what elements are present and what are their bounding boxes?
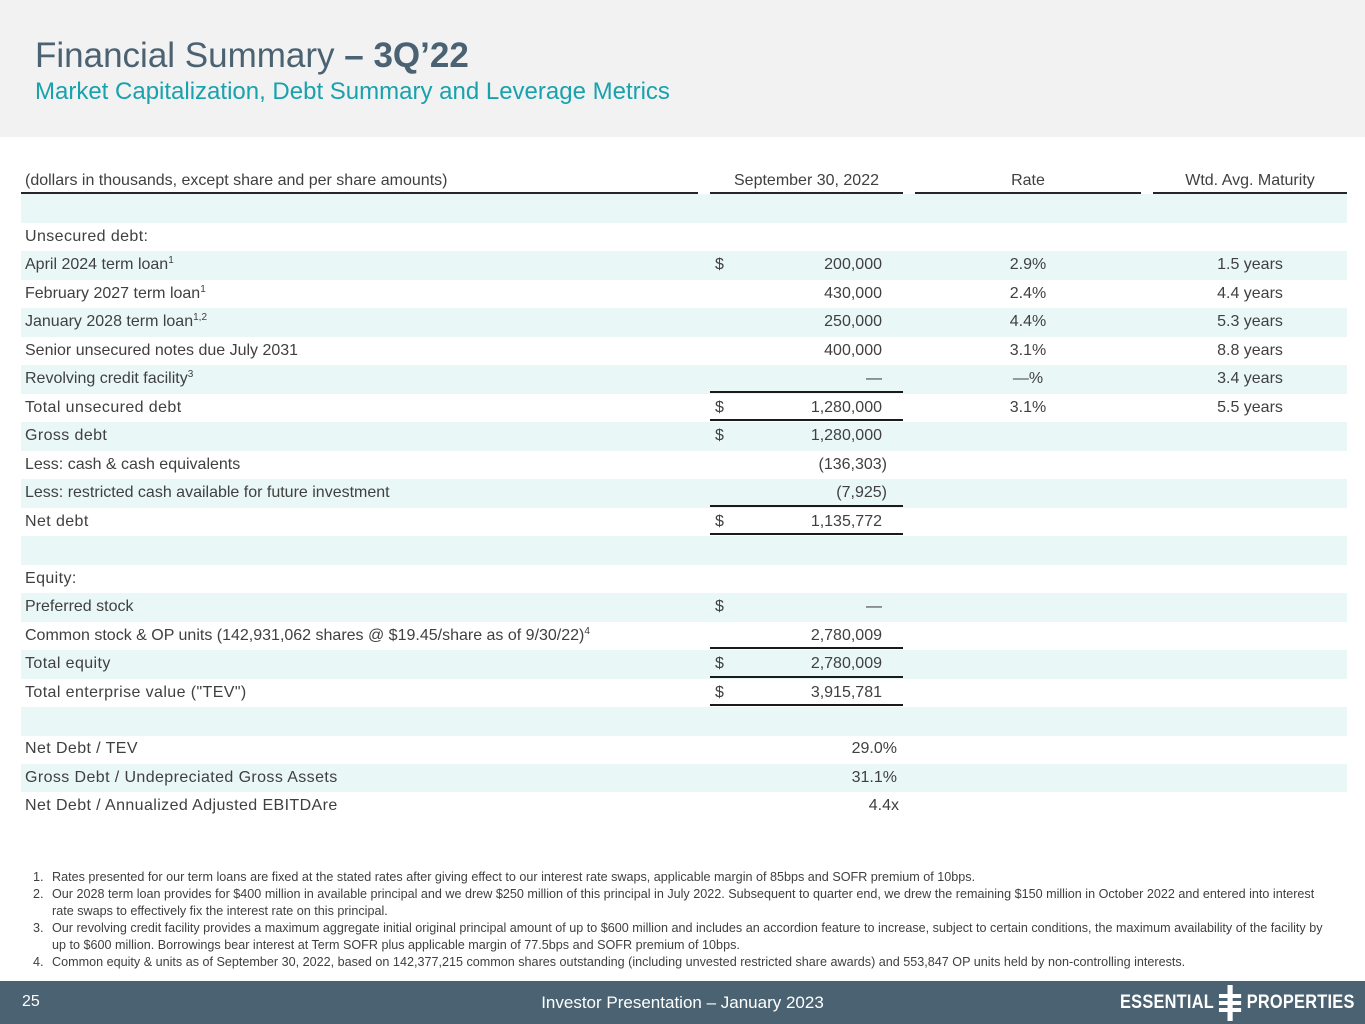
rate-value: —% (1012, 370, 1044, 387)
row-label: Total enterprise value ("TEV") (25, 683, 247, 701)
maturity-value: 5.3 years (1217, 313, 1283, 330)
subtotal-rule (710, 505, 903, 507)
row-label: April 2024 term loan$^1$ (25, 255, 174, 273)
column-header-date: September 30, 2022 (710, 171, 903, 194)
total-rule (710, 676, 903, 678)
ratio-value: 31.1% (851, 768, 897, 786)
row-label: Gross Debt / Undepreciated Gross Assets (25, 768, 338, 786)
table-row-less-cash (21, 451, 1347, 480)
column-header-description: (dollars in thousands, except share and per share amounts) (21, 171, 698, 194)
table-row-total-enterprise-value (21, 679, 1347, 708)
footnote (33, 954, 1333, 971)
amount-value: 1,280,000 (810, 398, 882, 416)
dollar-sign: $ (715, 256, 724, 273)
rate-value: 3.1% (1009, 398, 1047, 416)
amount-value: 250,000 (824, 313, 882, 330)
footer-title: Investor Presentation – January 2023 (541, 993, 824, 1012)
rate-value: 4.4% (1009, 313, 1047, 330)
rate-value: 2.9% (1009, 256, 1047, 273)
footnote-number: 3. (33, 921, 44, 935)
ratio-value: 29.0% (851, 740, 897, 757)
amount-value: — (866, 598, 882, 615)
title-text: Financial Summary (35, 36, 345, 75)
table-row-april-2024-term-loan (21, 251, 1347, 280)
row-label: Unsecured debt: (25, 227, 149, 245)
ratio-value: 4.4x (868, 797, 899, 814)
subtotal-rule (710, 647, 903, 649)
amount-value: 2,780,009 (810, 626, 882, 644)
table-row-net-debt (21, 508, 1347, 537)
footnote-text: Our revolving credit facility provides a maximum aggregate initial original principal amount of up to $600 million and includes an accordion feature to increase, subject to certain conditions, the maximum availability of the facility by up to $600 million. Borrowings bear interest at Term SOFR plus applicable margin of 77.5bps and SOFR premium of 10bps. (52, 921, 1323, 952)
footnote-text: Rates presented for our term loans are fixed at the stated rates after giving effect to our interest rate swaps, applicable margin of 85bps and SOFR premium of 10bps. (52, 870, 976, 884)
logo-mark-icon (1219, 985, 1241, 1021)
column-header-rate: Rate (915, 171, 1141, 194)
page-title (35, 36, 469, 76)
maturity-value: 8.8 years (1217, 341, 1283, 359)
dollar-sign: $ (715, 598, 724, 615)
row-label: Common stock & OP units (142,931,062 shares @ $19.45/share as of 9/30/22)$^4$ (25, 625, 590, 644)
amount-value: 1,135,772 (810, 512, 882, 530)
footnote (33, 920, 1333, 954)
table-row-spacer (21, 707, 1347, 736)
amount-value: 400,000 (824, 341, 882, 359)
table-row-february-2027-term-loan (21, 280, 1347, 309)
row-label: Equity: (25, 569, 77, 587)
table-row-less-restricted-cash (21, 479, 1347, 508)
dollar-sign: $ (715, 512, 724, 530)
row-label: January 2028 term loan$^{1,2}$ (25, 312, 208, 330)
total-rule (710, 704, 903, 706)
table-row-total-unsecured-debt (21, 394, 1347, 423)
total-rule (710, 533, 903, 535)
maturity-value: 1.5 years (1217, 256, 1283, 273)
amount-value: 430,000 (824, 284, 882, 302)
rate-value: 2.4% (1009, 284, 1047, 302)
amount-value: 1,280,000 (810, 427, 882, 444)
footnote (33, 886, 1333, 920)
rate-value: 3.1% (1009, 341, 1047, 359)
table-row-preferred-stock (21, 593, 1347, 622)
amount-value: 2,780,009 (810, 655, 882, 672)
row-label: Net Debt / TEV (25, 740, 138, 757)
table-row-january-2028-term-loan (21, 308, 1347, 337)
dollar-sign: $ (715, 427, 724, 444)
row-label: Net Debt / Annualized Adjusted EBITDAre (25, 797, 338, 814)
dollar-sign: $ (715, 655, 724, 672)
row-label: Senior unsecured notes due July 2031 (25, 341, 299, 359)
maturity-value: 4.4 years (1217, 284, 1283, 302)
footnote-text: Our 2028 term loan provides for $400 million in available principal and we drew $250 million of this principal in July 2022. Subsequent to quarter end, we drew the remaining $150 million in October 2022 and entered into interest rate swaps to effectively fix the interest rate on this principal. (52, 887, 1315, 918)
footnote-number: 2. (33, 887, 44, 901)
table-row-revolving-credit-facility (21, 365, 1347, 394)
table-row-net-debt-ebitdare (21, 792, 1347, 821)
subtotal-rule (710, 391, 903, 393)
amount-value: 3,915,781 (810, 683, 882, 701)
table-row-spacer (21, 536, 1347, 565)
dollar-sign: $ (715, 683, 724, 701)
table-row-spacer (21, 194, 1347, 223)
row-label: Total unsecured debt (25, 398, 182, 416)
company-logo (1120, 987, 1355, 1019)
dollar-sign: $ (715, 398, 724, 416)
row-label: Net debt (25, 512, 89, 530)
table-row-equity-header (21, 565, 1347, 594)
row-label: February 2027 term loan$^1$ (25, 283, 206, 302)
table-row-unsecured-header (21, 223, 1347, 252)
table-row-total-equity (21, 650, 1347, 679)
column-header-maturity: Wtd. Avg. Maturity (1153, 171, 1347, 194)
page-subtitle: Market Capitalization, Debt Summary and Leverage Metrics (35, 78, 670, 105)
title-quarter: – 3Q’22 (344, 36, 469, 75)
table-row-gross-debt-assets (21, 764, 1347, 793)
row-label: Preferred stock (25, 598, 134, 615)
logo-text-left: ESSENTIAL (1120, 992, 1215, 1013)
page-number: 25 (22, 993, 40, 1010)
footnote-text: Common equity & units as of September 30, 2022, based on 142,377,215 common shares outstanding (including unvested restricted share awards) and 553,847 OP units held by non-controlling interests. (52, 955, 1186, 969)
footnote-number: 4. (33, 955, 44, 969)
table-row-gross-debt (21, 422, 1347, 451)
table-row-common-stock (21, 622, 1347, 651)
slide-header (0, 0, 1365, 137)
table-row-net-debt-tev (21, 735, 1347, 764)
amount-value: (136,303) (818, 455, 887, 473)
footnote (33, 869, 1333, 886)
amount-value: 200,000 (824, 256, 882, 273)
table-row-senior-unsecured-notes (21, 337, 1347, 366)
maturity-value: 3.4 years (1217, 370, 1283, 387)
footnote-number: 1. (33, 870, 44, 884)
maturity-value: 5.5 years (1217, 398, 1283, 416)
total-rule (710, 419, 903, 421)
footnotes (33, 869, 1333, 971)
amount-value: — (866, 370, 882, 387)
row-label: Less: restricted cash available for future investment (25, 484, 390, 501)
row-label: Less: cash & cash equivalents (25, 455, 241, 473)
row-label: Revolving credit facility$^3$ (25, 369, 194, 387)
logo-text-right: PROPERTIES (1246, 992, 1355, 1013)
slide-footer (0, 981, 1365, 1024)
row-label: Gross debt (25, 427, 108, 444)
amount-value: (7,925) (836, 484, 887, 501)
row-label: Total equity (25, 655, 111, 672)
